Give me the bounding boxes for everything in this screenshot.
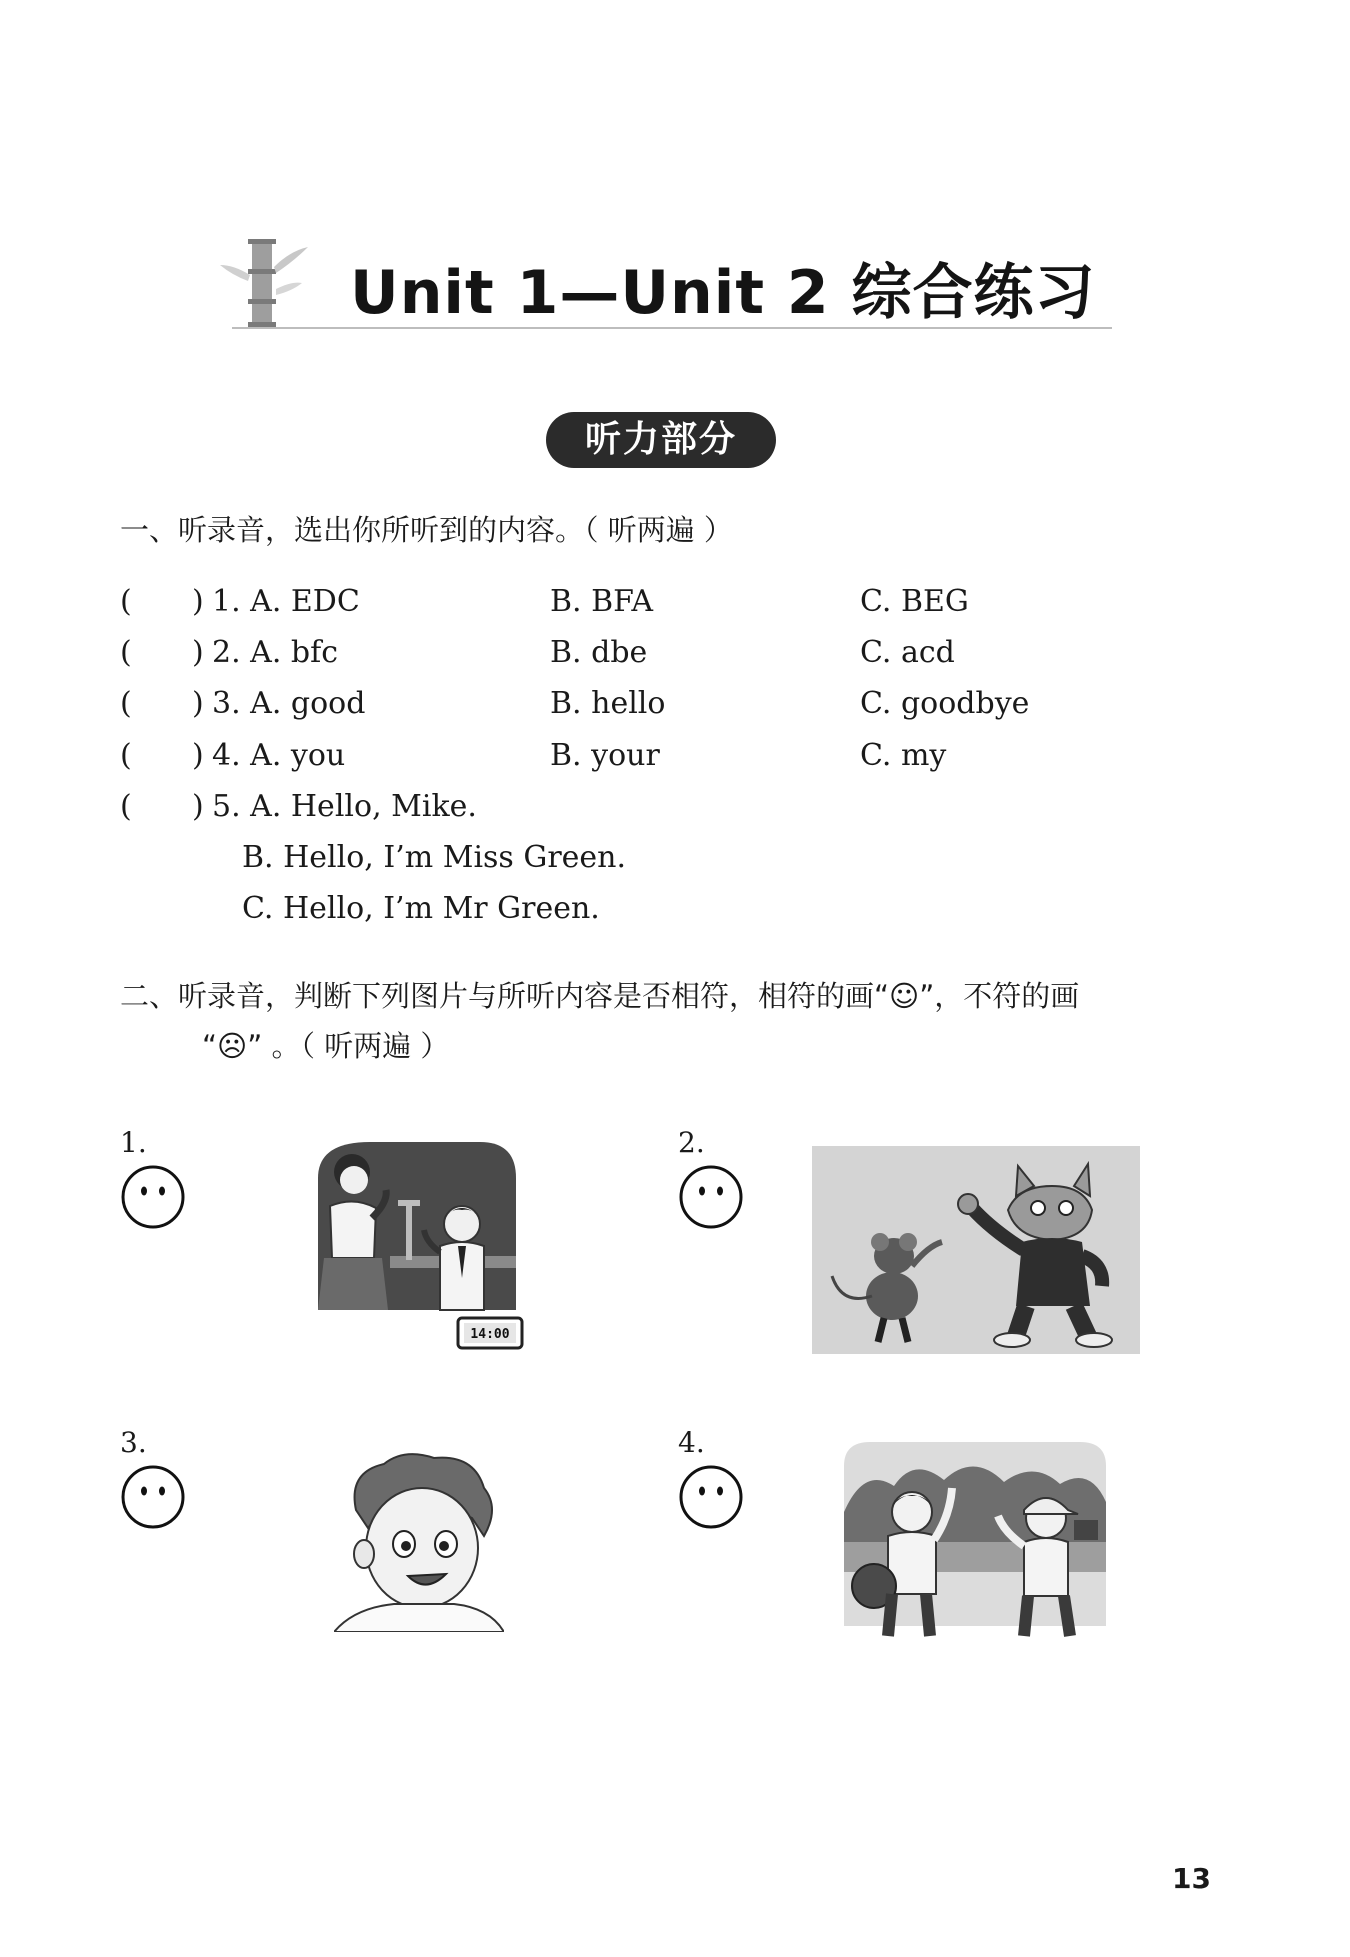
option-a: 3. A. good <box>212 686 366 721</box>
option-b: B. Hello, I’m Miss Green. <box>242 840 627 875</box>
option-b: B. hello <box>550 686 666 721</box>
option-c: C. BEG <box>860 584 969 619</box>
answer-paren-open: ( <box>120 635 132 670</box>
part1-instruction: 一、听录音，选出你所听到的内容。（ 听两遍 ） <box>120 513 733 547</box>
teacher-and-boy-picture <box>310 1138 530 1358</box>
option-a: 4. A. you <box>212 738 346 773</box>
blank-face-icon[interactable] <box>678 1464 744 1530</box>
option-c: C. goodbye <box>860 686 1030 721</box>
question-row-3 <box>120 686 1220 730</box>
option-b: B. your <box>550 738 660 773</box>
question-row-1 <box>120 584 1220 628</box>
picture-number: 3. <box>120 1426 147 1459</box>
page-title: Unit 1—Unit 2 综合练习 <box>350 258 1096 328</box>
question-row-5 <box>120 789 1220 833</box>
question-row-2 <box>120 635 1220 679</box>
two-boys-waving-picture <box>834 1436 1114 1644</box>
section-badge: 听力部分 <box>546 412 776 468</box>
blank-face-icon[interactable] <box>678 1164 744 1230</box>
part2-instruction-line1: 二、听录音，判断下列图片与所听内容是否相符，相符的画“☺”，不符的画 <box>120 979 1080 1013</box>
option-c: C. acd <box>860 635 955 670</box>
blank-face-icon[interactable] <box>120 1164 186 1230</box>
bamboo-icon <box>212 231 322 331</box>
answer-paren-open: ( <box>120 686 132 721</box>
option-a: 5. A. Hello, Mike. <box>212 789 477 824</box>
answer-paren-open: ( <box>120 789 132 824</box>
answer-paren-open: ( <box>120 584 132 619</box>
option-c: C. my <box>860 738 947 773</box>
unit-header <box>212 225 1112 335</box>
answer-paren-open: ( <box>120 738 132 773</box>
blank-face-icon[interactable] <box>120 1464 186 1530</box>
answer-paren-close: ) <box>192 635 204 670</box>
option-b: B. BFA <box>550 584 654 619</box>
picture-number: 4. <box>678 1426 705 1459</box>
answer-paren-close: ) <box>192 738 204 773</box>
header-divider <box>232 327 1112 329</box>
page-number: 13 <box>1172 1862 1211 1895</box>
mouse-and-cat-picture <box>812 1146 1140 1354</box>
picture-number: 1. <box>120 1126 147 1159</box>
question-row-4 <box>120 738 1220 782</box>
option-c: C. Hello, I’m Mr Green. <box>242 891 600 926</box>
part2-instruction-line2: “☹” 。（ 听两遍 ） <box>202 1029 450 1063</box>
option-a: 2. A. bfc <box>212 635 339 670</box>
curly-haired-boy-picture <box>334 1448 504 1632</box>
clock-time: 14:00 <box>470 1327 510 1342</box>
answer-paren-close: ) <box>192 686 204 721</box>
option-b: B. dbe <box>550 635 648 670</box>
answer-paren-close: ) <box>192 789 204 824</box>
answer-paren-close: ) <box>192 584 204 619</box>
picture-number: 2. <box>678 1126 705 1159</box>
option-a: 1. A. EDC <box>212 584 360 619</box>
